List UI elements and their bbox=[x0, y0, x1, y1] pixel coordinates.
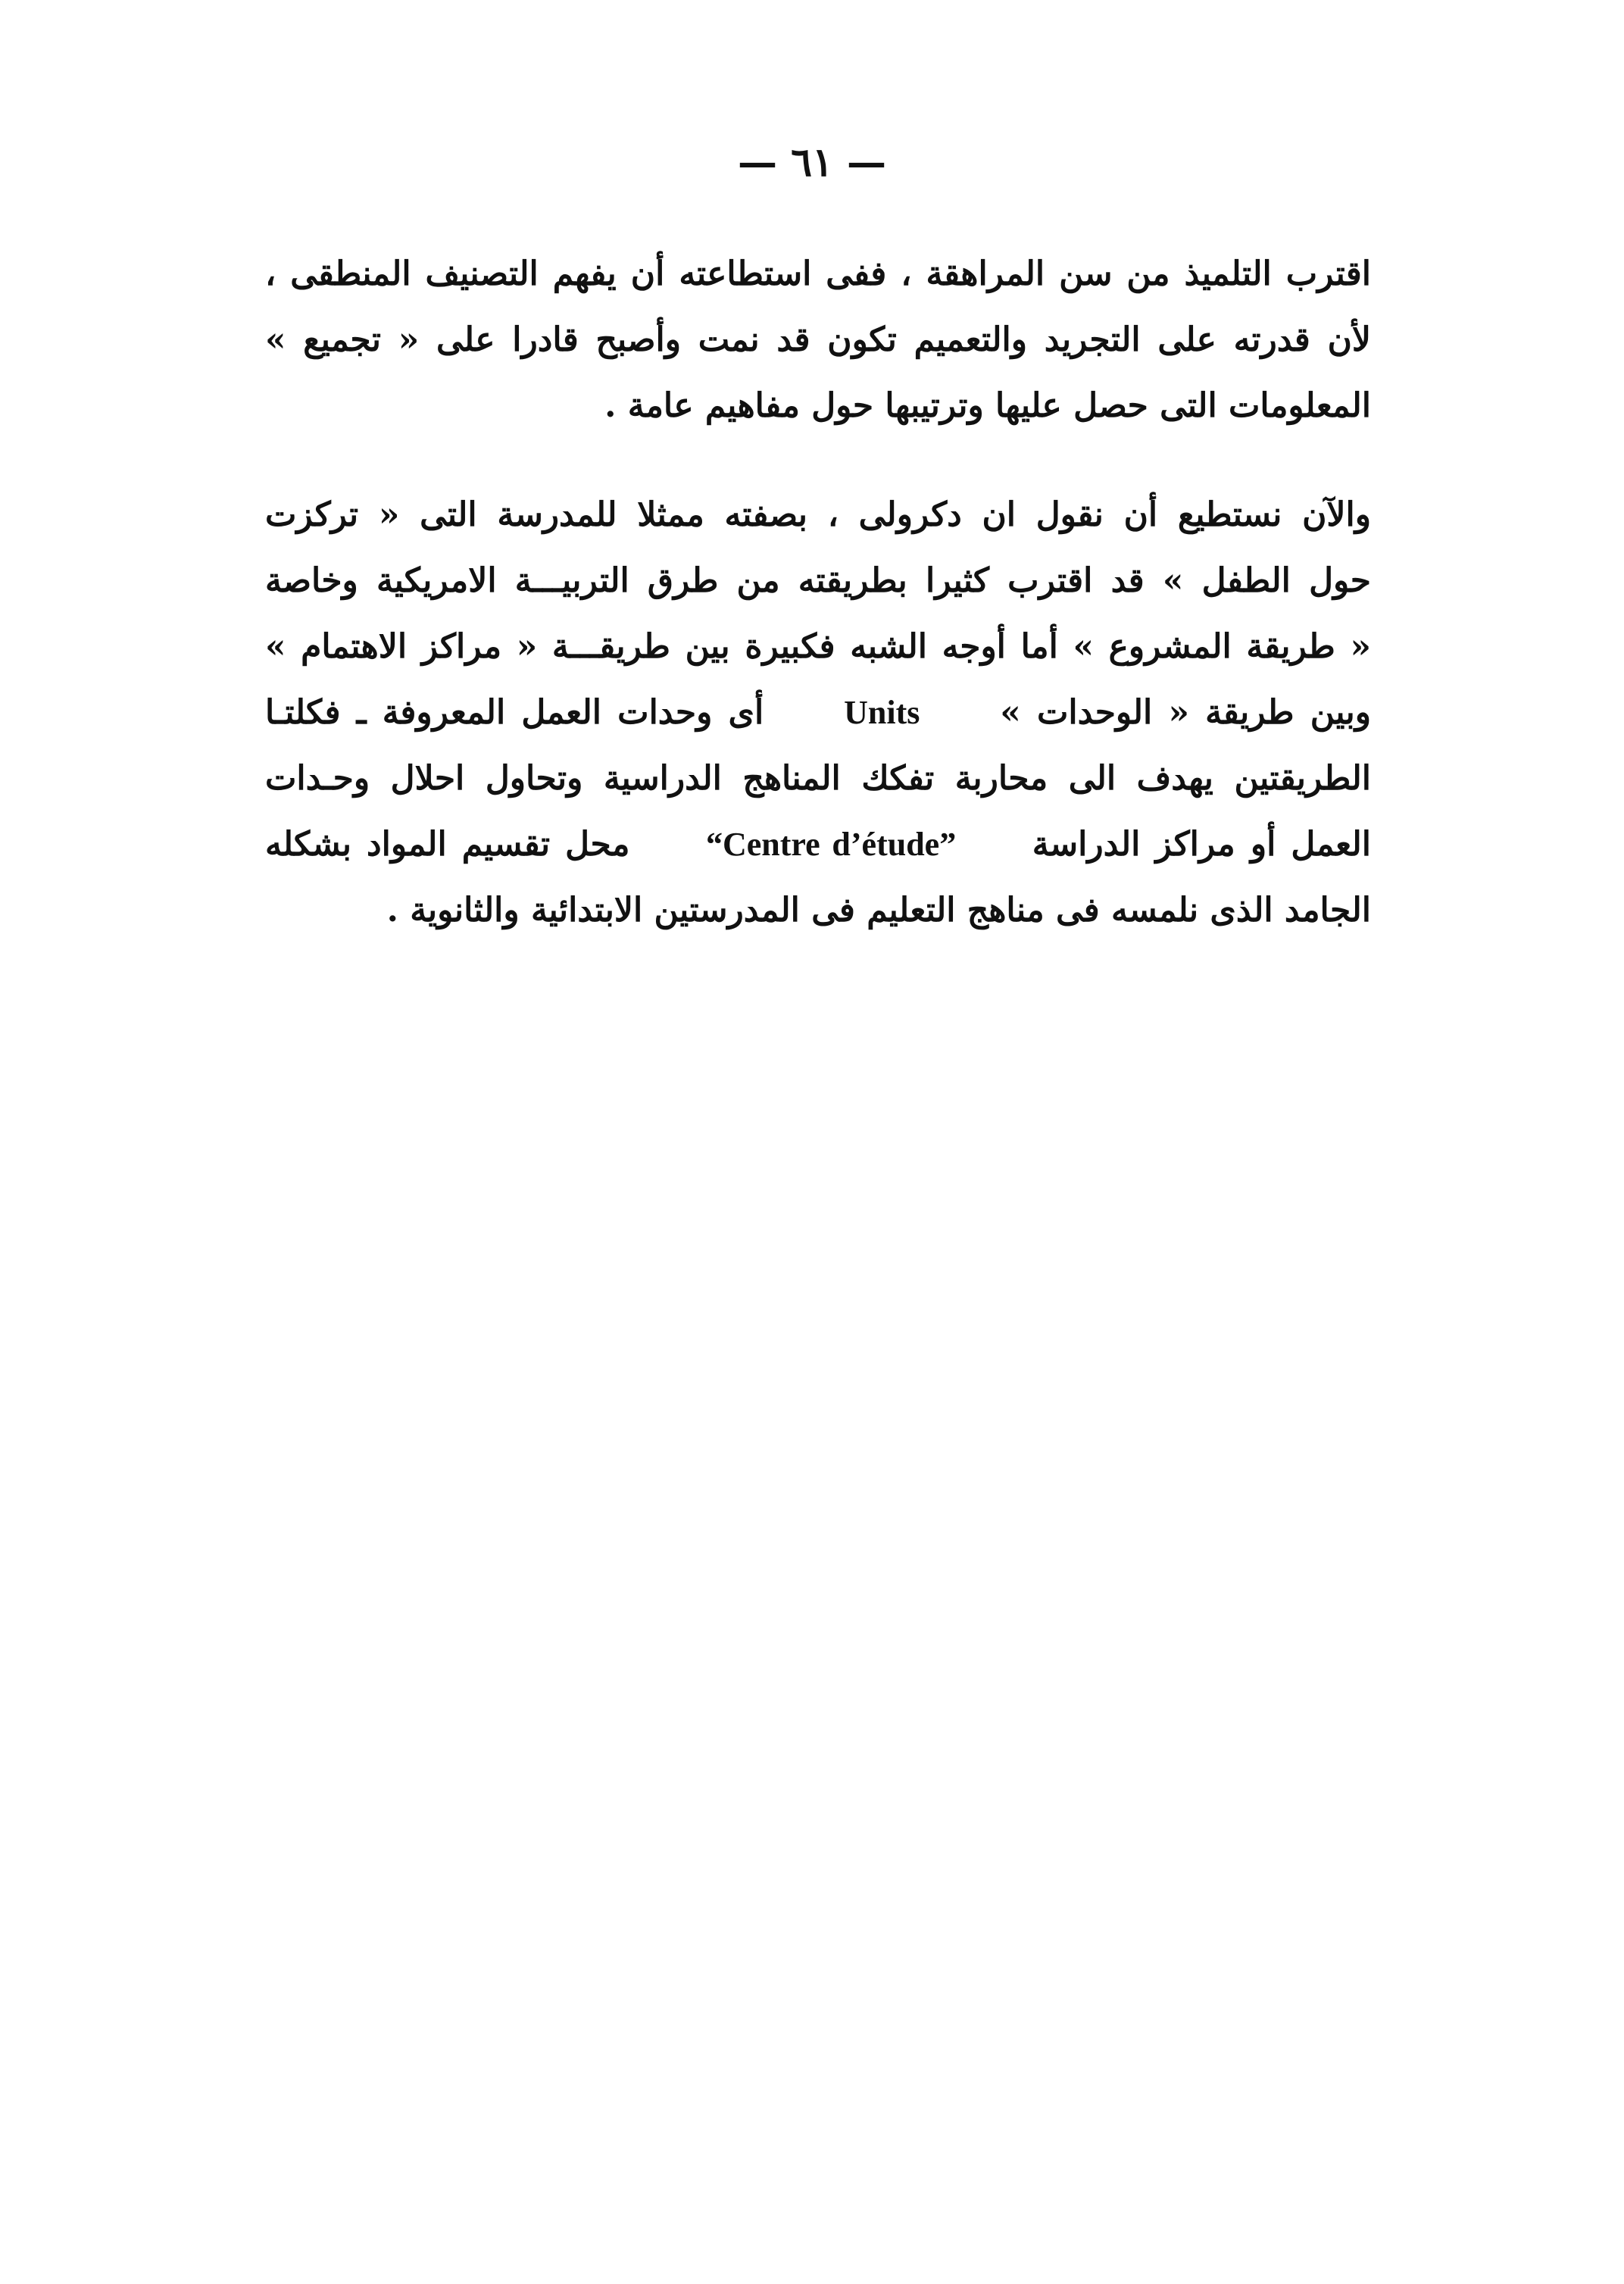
paragraph-2-line-2: حول الطفل » قد اقترب كثيرا بطريقته من طرق التربيـــة الامريكية وخاصة bbox=[265, 561, 1371, 600]
line-6-text-before: العمل أو مراكز الدراسة bbox=[1032, 825, 1372, 864]
latin-term-units: Units bbox=[844, 694, 920, 731]
paragraph-1-line-3: المعلومات التى حصل عليها وترتيبها حول مفاهيم عامة . bbox=[604, 386, 1371, 425]
line-6-text-after: محل تقسيم المواد بشكله bbox=[265, 825, 630, 864]
paragraph-2-line-6 bbox=[265, 811, 1371, 877]
paragraph-1 bbox=[265, 241, 1371, 439]
paragraph-2 bbox=[265, 482, 1371, 943]
paragraph-1-line-1: اقترب التلميذ من سن المراهقة ، ففى استطاعته أن يفهم التصنيف المنطقى ، bbox=[265, 255, 1371, 293]
page-number: — ٦١ — bbox=[737, 139, 887, 186]
paragraph-2-line-5: الطريقتين يهدف الى محاربة تفكك المناهج الدراسية وتحاول احلال وحـدات bbox=[265, 759, 1371, 798]
paragraph-2-line-7: الجامد الذى نلمسه فى مناهج التعليم فى المدرستين الابتدائية والثانوية . bbox=[386, 891, 1371, 930]
latin-term-centre-detude: “Centre d’étude” bbox=[705, 826, 957, 863]
paragraph-2-line-3: « طريقة المشروع » أما أوجه الشبه فكبيرة بين طريقـــة « مراكز الاهتمام » bbox=[265, 627, 1371, 666]
line-4-text-after: أى وحدات العمل المعروفة ـ فكلتـا bbox=[265, 693, 764, 732]
paragraph-2-line-4 bbox=[265, 680, 1371, 745]
paragraph-1-line-2: لأن قدرته على التجريد والتعميم تكون قد نمت وأصبح قادرا على « تجميع » bbox=[265, 320, 1371, 359]
line-4-text-before: وبين طريقة « الوحدات » bbox=[1000, 693, 1371, 732]
paragraph-2-line-1: والآن نستطيع أن نقول ان دكرولى ، بصفته ممثلا للمدرسة التى « تركزت bbox=[265, 495, 1371, 534]
